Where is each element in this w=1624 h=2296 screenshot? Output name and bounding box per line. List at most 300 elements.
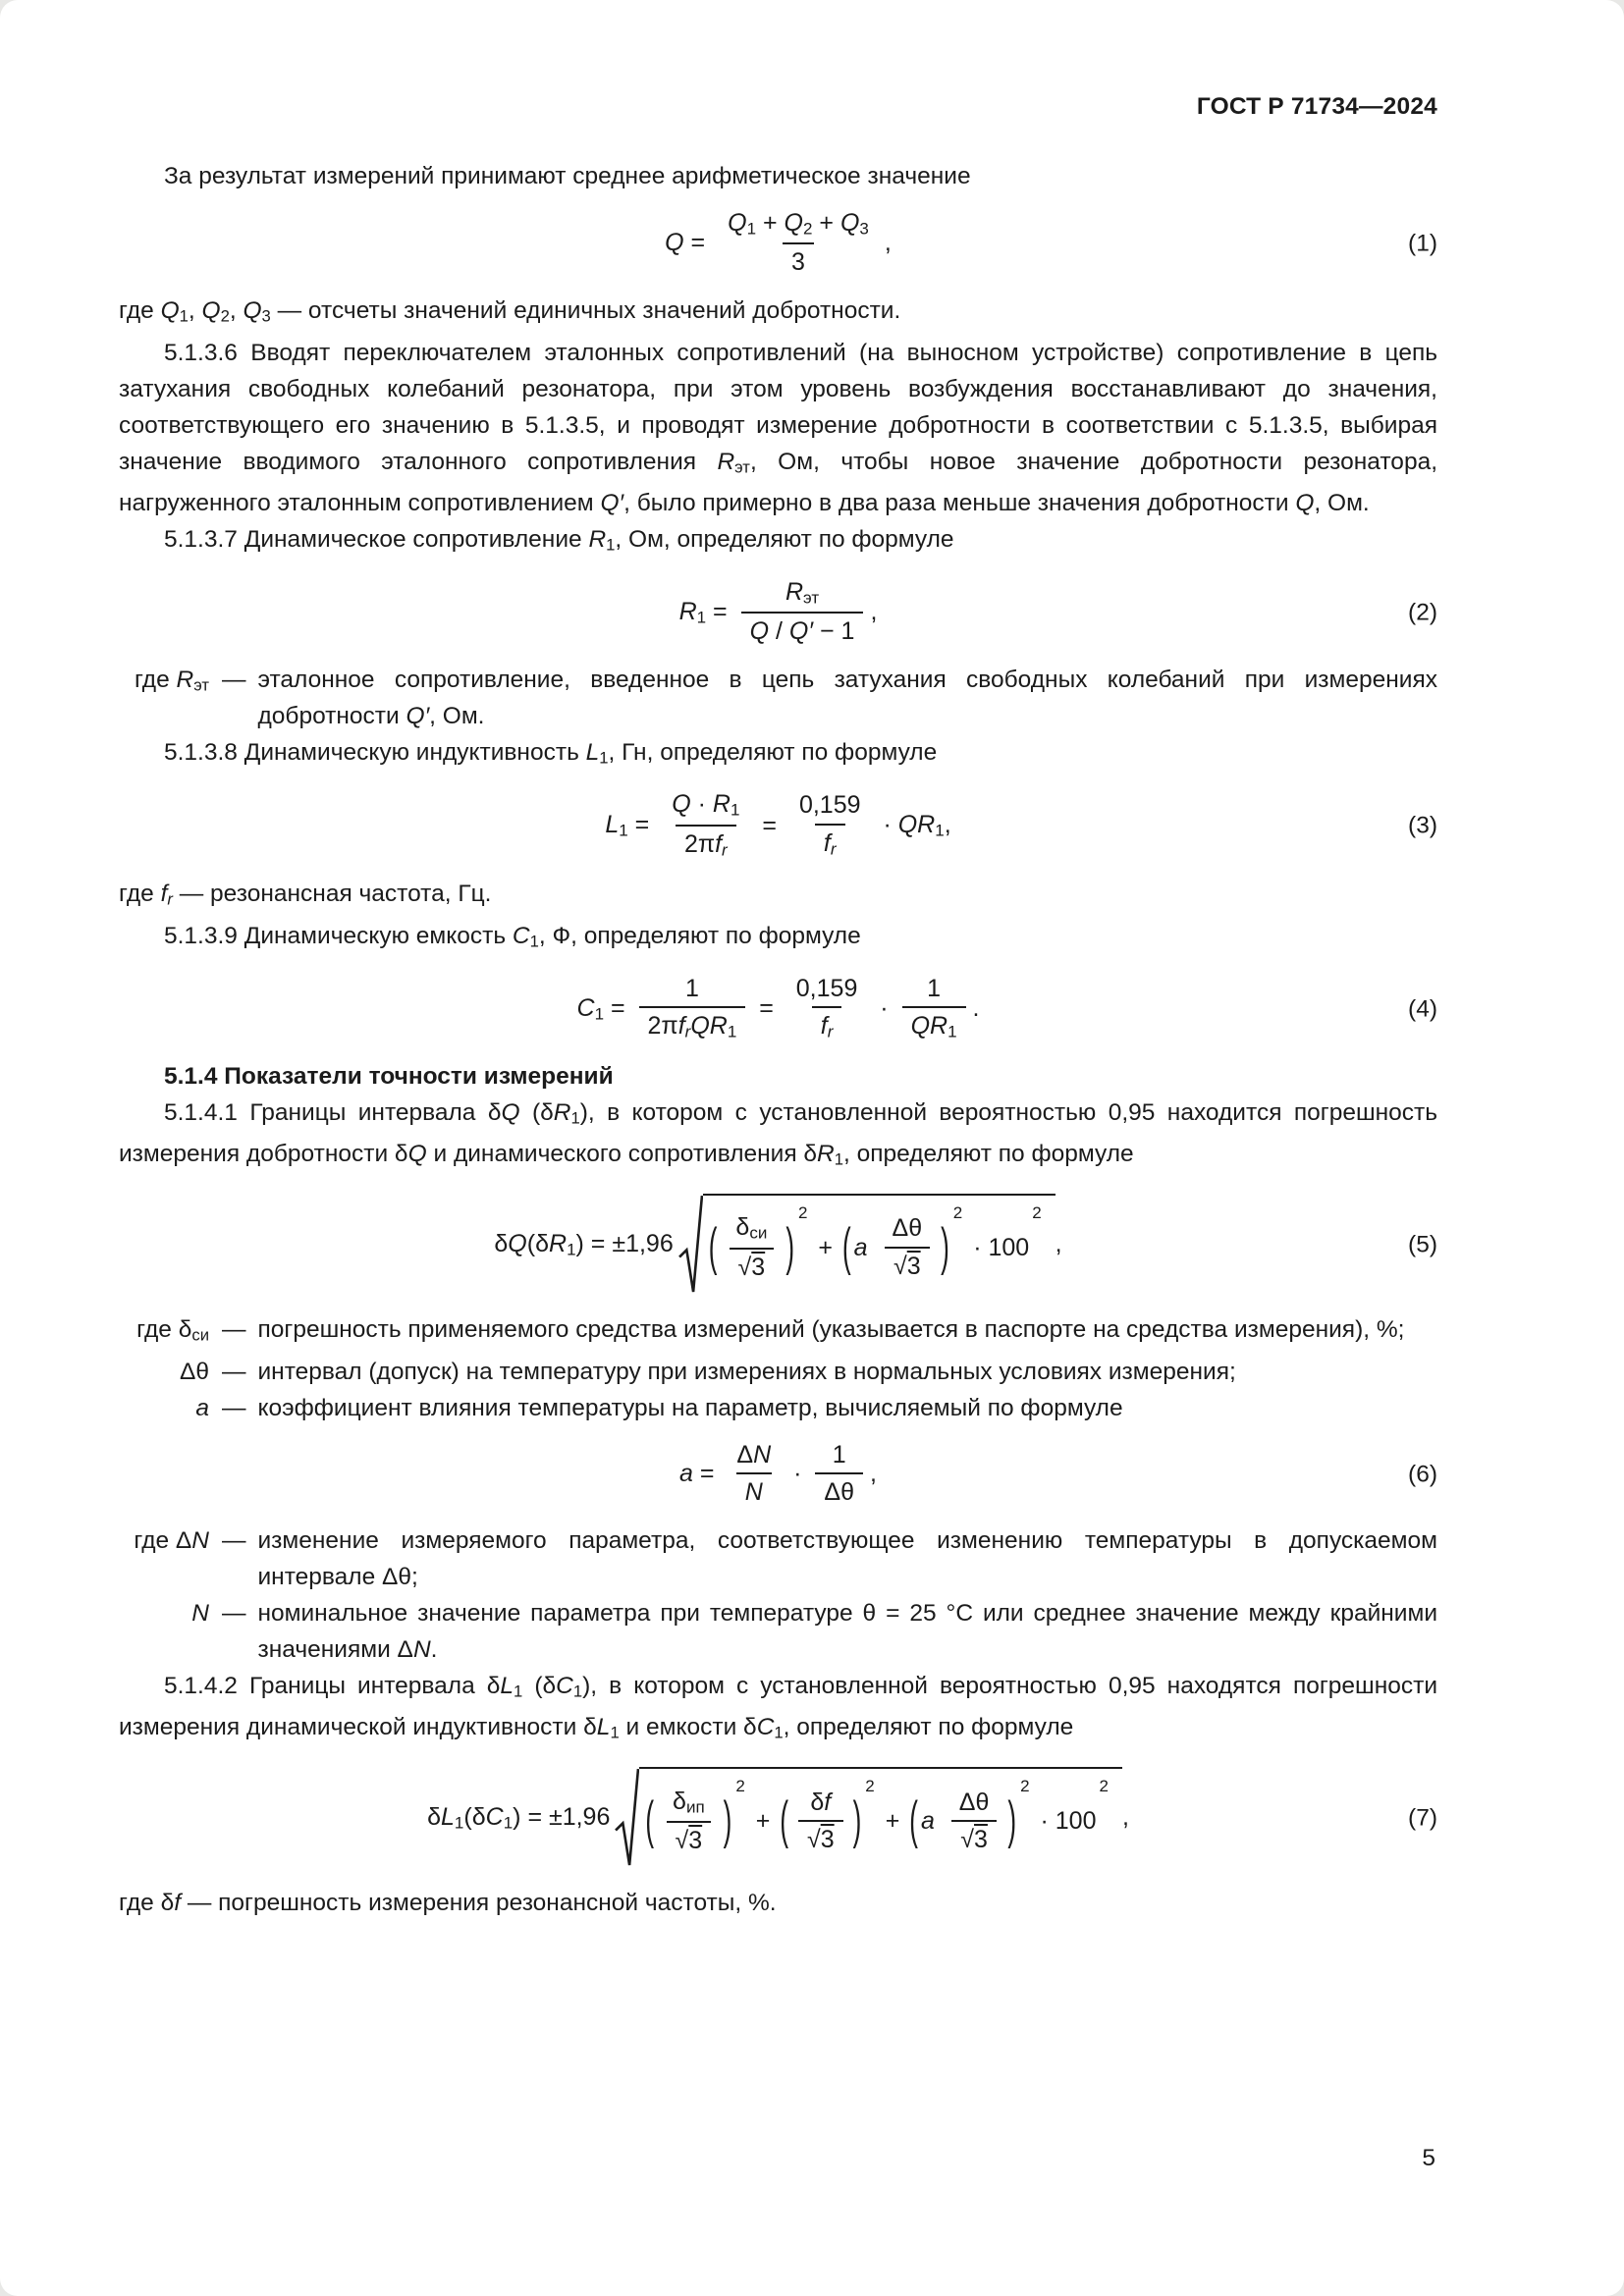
text-run: N	[191, 1526, 209, 1554]
text-run: − 1	[813, 617, 855, 646]
text-run: r	[827, 1022, 834, 1041]
text-run: √	[737, 1253, 752, 1281]
where-term	[119, 1595, 209, 1668]
text-run: эт	[193, 675, 209, 695]
fraction-denominator	[951, 1820, 997, 1854]
right-paren: )	[785, 1216, 794, 1277]
formula-lhs	[679, 1459, 721, 1489]
text-run: (δ	[522, 1672, 557, 1699]
fraction-denominator	[667, 1821, 712, 1855]
left-paren: (	[708, 1216, 718, 1277]
fraction-denominator	[902, 1006, 966, 1041]
text-run: Δθ	[824, 1478, 855, 1507]
text-run: 1	[746, 219, 757, 239]
formula-3-number: (3)	[1408, 812, 1437, 839]
text-run: Q	[160, 296, 180, 324]
text-run: Q	[672, 790, 691, 819]
times-100	[966, 1233, 1029, 1263]
formula-lhs	[665, 228, 712, 258]
coefficient-a	[921, 1806, 942, 1837]
text-run: (δ	[519, 1098, 554, 1126]
text-run: r	[684, 1022, 691, 1041]
fraction	[728, 1442, 780, 1507]
text-run: — резонансная частота, Гц.	[172, 881, 492, 908]
text-run: 1	[727, 1022, 737, 1041]
radical	[615, 1767, 1122, 1869]
text-run: ), в котором с установленной вероятностью 0,95 находится погрешность измерения добротности δ	[119, 1098, 1437, 1168]
text-run: 1	[567, 1240, 576, 1259]
formula-mid	[873, 993, 894, 1024]
text-run: /	[769, 617, 789, 646]
left-paren: (	[909, 1789, 918, 1850]
text-run: и емкости δ	[619, 1714, 757, 1741]
text-run: ), в котором с установленной вероятностью 0,95 находятся погрешности измерения динамической индуктивности δ	[119, 1672, 1438, 1741]
where-item-dtheta	[119, 1354, 1437, 1390]
text-run: N	[753, 1440, 772, 1468]
where-q123	[119, 293, 1437, 335]
fraction-numerator	[790, 792, 870, 824]
text-run: Q	[728, 209, 747, 237]
where-dash: —	[222, 1358, 246, 1385]
text-run: где Δ	[134, 1526, 192, 1554]
text-run: Q	[665, 229, 684, 257]
text-run: +	[811, 1233, 839, 1261]
fraction-numerator	[777, 579, 828, 612]
formula-mid	[786, 1459, 808, 1489]
text-run: R	[817, 1141, 835, 1168]
text-run: 1	[730, 801, 740, 821]
text-run: 1	[684, 974, 699, 1002]
formula-7-expression	[119, 1767, 1437, 1869]
fraction-denominator	[885, 1247, 930, 1281]
formula-6-number: (6)	[1408, 1461, 1437, 1488]
text-run: номинальное значение параметра при температуре θ = 25 °C или среднее значение между крайними значениями Δ	[257, 1599, 1437, 1663]
text-run: ·	[876, 811, 898, 839]
fraction	[727, 1214, 776, 1281]
text-run: Q	[407, 1141, 427, 1168]
text-run: R	[553, 1098, 571, 1126]
document-content	[119, 158, 1437, 1921]
text-run: 1	[834, 1149, 844, 1169]
formula-tail	[870, 1459, 877, 1489]
text-run: δ	[810, 1788, 825, 1816]
exponent: 2	[735, 1776, 745, 1795]
formula-2	[119, 579, 1437, 646]
text-run: =	[683, 229, 713, 257]
text-run: 3	[820, 1826, 835, 1854]
formula-1	[119, 210, 1437, 277]
text-run: 1	[619, 822, 628, 841]
formula-mid	[755, 811, 784, 841]
text-run: 1	[696, 608, 707, 627]
formula-6	[119, 1442, 1437, 1507]
paragraph-5-1-4-1	[119, 1095, 1437, 1178]
page-number: 5	[1422, 2145, 1435, 2171]
text-run: 0,159	[798, 791, 861, 820]
fraction-denominator	[741, 612, 864, 646]
fraction	[787, 976, 867, 1042]
text-run: √	[960, 1826, 975, 1854]
radical	[678, 1194, 1056, 1296]
text-run: 1	[454, 1813, 464, 1833]
text-run: R	[588, 526, 607, 554]
text-run: ,	[1055, 1230, 1062, 1258]
fraction-denominator	[730, 1248, 775, 1282]
text-run: 1	[570, 1108, 580, 1128]
text-run: ) = ±1,96	[575, 1229, 674, 1257]
formula-tail	[877, 810, 951, 841]
text-run: где	[119, 296, 161, 324]
text-run: 5.1.4.1 Границы интервала δ	[164, 1098, 502, 1126]
text-run: 3	[688, 1827, 703, 1855]
where-item-a	[119, 1390, 1437, 1426]
text-run: C	[576, 993, 595, 1022]
radical-sign-icon	[615, 1767, 639, 1869]
text-run: L	[605, 811, 620, 839]
text-run: +	[756, 209, 785, 237]
fraction-numerator	[801, 1789, 839, 1821]
times-100	[1034, 1806, 1097, 1837]
text-run: 1	[832, 1440, 846, 1468]
exponent: 2	[1032, 1202, 1042, 1222]
text-run: R	[717, 448, 735, 475]
text-run: =	[706, 597, 734, 625]
text-run: f	[823, 828, 831, 857]
text-run: C	[756, 1714, 775, 1741]
text-run: ,	[870, 598, 878, 626]
formula-1-expression	[119, 210, 1437, 277]
text-run: си	[191, 1325, 209, 1345]
fraction-numerator	[918, 976, 949, 1007]
left-paren: (	[841, 1216, 851, 1277]
text-run: ип	[685, 1797, 705, 1817]
text-run: N	[191, 1599, 209, 1627]
text-run: 3	[261, 306, 271, 326]
fraction-numerator	[728, 1442, 780, 1473]
text-run: Q	[243, 296, 262, 324]
text-run: (δ	[463, 1803, 486, 1832]
text-run: QR	[910, 1012, 948, 1041]
text-run: a	[679, 1460, 693, 1488]
doc-code: ГОСТ Р 71734—2024	[1196, 93, 1437, 120]
text-run: (δ	[526, 1229, 549, 1257]
formula-3	[119, 791, 1437, 860]
paragraph-5-1-4-2	[119, 1668, 1437, 1751]
formula-tail	[870, 597, 877, 627]
text-run: 0,159	[795, 974, 858, 1002]
text-run: Q	[508, 1229, 527, 1257]
text-run: L	[441, 1803, 455, 1832]
radicand	[639, 1767, 1122, 1869]
text-run: 1	[606, 535, 616, 555]
exponent: 2	[1099, 1776, 1109, 1795]
formula-5-expression	[119, 1194, 1437, 1296]
text-run: Δθ	[892, 1214, 923, 1243]
text-run: Q	[749, 617, 770, 646]
text-run: ,	[188, 296, 202, 324]
text-run: +	[812, 209, 840, 237]
fraction-denominator	[812, 1006, 842, 1041]
where-term	[119, 662, 209, 734]
left-paren: (	[645, 1789, 655, 1850]
text-run: Q	[201, 296, 221, 324]
text-run: ) = ±1,96	[513, 1803, 611, 1832]
text-run: =	[752, 993, 781, 1022]
text-run: =	[692, 1460, 722, 1488]
fraction-numerator	[787, 976, 867, 1007]
fraction	[741, 579, 864, 646]
exponent: 2	[865, 1776, 875, 1795]
text-run: 3	[791, 248, 805, 277]
where-description	[258, 1522, 1438, 1595]
text-run: — погрешность измерения резонансной частоты, %.	[181, 1890, 777, 1917]
where-dash: —	[222, 1394, 246, 1421]
coefficient-a	[854, 1233, 875, 1263]
text-run: 3	[859, 219, 869, 239]
text-run: 3	[906, 1252, 921, 1280]
fraction	[790, 792, 870, 859]
where-description	[258, 1354, 1438, 1390]
text-run: эт	[734, 457, 750, 477]
text-run: где	[119, 881, 161, 908]
text-run: Q	[839, 209, 860, 237]
radical-sign-icon	[678, 1194, 703, 1296]
text-run: 1	[610, 1723, 620, 1742]
paragraph-5-1-3-9	[119, 918, 1437, 960]
fraction-denominator	[676, 825, 736, 860]
text-run: Q	[501, 1098, 520, 1126]
formula-6-expression	[119, 1442, 1437, 1507]
text-run: L	[596, 1714, 611, 1741]
text-run: , Ом, чтобы новое значение добротности резонатора, нагруженного эталонным сопротивлением	[119, 448, 1437, 517]
text-run: =	[627, 811, 657, 839]
formula-5-number: (5)	[1408, 1231, 1437, 1258]
text-run: a	[853, 1233, 868, 1261]
text-run: ·	[786, 1460, 809, 1488]
text-run	[935, 1807, 942, 1835]
text-run: 1	[594, 1004, 605, 1024]
text-run: 1	[774, 1723, 784, 1742]
paragraph-5-1-3-6	[119, 335, 1437, 522]
text-run: 1	[179, 306, 189, 326]
text-run: Q′	[406, 702, 430, 729]
fraction	[663, 791, 748, 860]
text-run: 5.1.3.6 Вводят переключателем эталонных сопротивлений (на выносном устройстве) сопротивление в цепь затухания свободных колебаний резонатора, при этом уровень возбуждения восстанавливают до значения, соответствующего его значению в 5.1.3.5, и проводят измерение добротности в соответствии с 5.1.3.5, выбирая значение вводимого эталонного сопротивления	[119, 339, 1437, 475]
text-run: L	[500, 1672, 514, 1699]
formula-2-number: (2)	[1408, 599, 1437, 626]
text-run: где	[134, 666, 177, 693]
fraction-numerator	[950, 1789, 999, 1821]
fraction	[639, 976, 746, 1042]
fraction-numerator	[663, 791, 748, 824]
fraction-numerator	[677, 976, 708, 1007]
text-run: , определяют по формуле	[783, 1714, 1074, 1741]
where-list-2	[119, 1522, 1437, 1668]
exponent: 2	[798, 1202, 808, 1222]
formula-lhs	[494, 1229, 673, 1260]
where-ret	[119, 662, 1437, 734]
text-run: QR	[897, 811, 936, 839]
fraction-denominator	[815, 824, 845, 859]
formula-lhs	[679, 597, 734, 628]
text-run: .	[972, 993, 980, 1022]
formula-tail	[1056, 1229, 1062, 1259]
text-run: 2	[802, 219, 813, 239]
text-run: интервал (допуск) на температуру при измерениях в нормальных условиях измерения;	[257, 1358, 1236, 1385]
formula-lhs	[605, 810, 656, 841]
paragraph-intro	[119, 158, 1437, 194]
text-run: и динамического сопротивления δ	[426, 1141, 818, 1168]
fraction	[664, 1789, 714, 1855]
text-run: 2π	[647, 1012, 678, 1041]
text-run: ·	[690, 790, 713, 819]
formula-5	[119, 1194, 1437, 1296]
fraction-denominator	[639, 1006, 746, 1041]
exponent: 2	[952, 1202, 963, 1222]
formula-7	[119, 1767, 1437, 1869]
right-paren: )	[852, 1789, 862, 1850]
where-list-1	[119, 1311, 1437, 1426]
text-run: коэффициент влияния температуры на параметр, вычисляемый по формуле	[257, 1394, 1123, 1421]
text-run: +	[878, 1806, 907, 1835]
text-run: , Ом.	[429, 702, 485, 729]
where-item-dn	[119, 1522, 1437, 1595]
text-run: a	[920, 1806, 935, 1835]
where-term	[119, 1522, 209, 1595]
formula-4	[119, 976, 1437, 1042]
text-run: ·	[873, 993, 895, 1022]
text-run: 5.1.3.7 Динамическое сопротивление	[164, 526, 589, 554]
text-run: , Ом.	[1314, 490, 1370, 517]
text-run: Q′	[600, 490, 624, 517]
text-run: Q	[784, 209, 803, 237]
text-run: δ	[673, 1787, 686, 1815]
text-run: · 100	[1033, 1806, 1097, 1835]
text-run: , Гн, определяют по формуле	[608, 738, 938, 766]
text-run: δ	[494, 1229, 509, 1257]
text-run: 5.1.4 Показатели точности измерений	[164, 1062, 614, 1090]
text-run: 1	[599, 748, 609, 768]
text-run: Δθ	[958, 1788, 990, 1816]
text-run: , Ф, определяют по формуле	[538, 922, 861, 949]
where-fr	[119, 876, 1437, 918]
formula-lhs	[427, 1802, 610, 1834]
where-dash: —	[222, 1599, 246, 1627]
text-run: 1	[947, 1022, 957, 1041]
fraction	[884, 1215, 932, 1280]
text-run: погрешность применяемого средства измерений (указывается в паспорте на средства измерения), %;	[257, 1316, 1405, 1344]
text-run: N	[744, 1478, 763, 1507]
text-run: ,	[870, 1460, 877, 1488]
text-run: · 100	[966, 1233, 1030, 1261]
right-paren: )	[941, 1216, 949, 1277]
formula-1-number: (1)	[1408, 230, 1437, 257]
text-run: =	[604, 993, 632, 1022]
fraction-numerator	[884, 1215, 932, 1247]
text-run: За результат измерений принимают среднее арифметическое значение	[164, 163, 971, 189]
text-run: L	[585, 738, 600, 766]
fraction-denominator	[736, 1472, 772, 1507]
text-run: R	[712, 790, 731, 819]
text-run: эталонное сопротивление, введенное в цепь затухания свободных колебаний при измерениях добротности	[257, 666, 1437, 729]
text-run: C	[512, 922, 530, 949]
where-item-n	[119, 1595, 1437, 1668]
text-run: где δ	[119, 1890, 175, 1917]
text-run: , Ом, определяют по формуле	[615, 526, 954, 554]
where-item-dsi	[119, 1311, 1437, 1354]
text-run: 1	[572, 1682, 583, 1701]
exponent: 2	[1020, 1776, 1030, 1795]
text-run: R	[785, 577, 804, 606]
fraction-numerator	[719, 210, 878, 242]
text-run: Δ	[736, 1440, 754, 1468]
fraction-numerator	[664, 1789, 714, 1821]
where-df	[119, 1885, 1437, 1921]
where-dash: —	[222, 1316, 246, 1344]
where-description	[258, 1311, 1438, 1354]
text-run: Q	[1295, 490, 1315, 517]
text-run: — отсчеты значений единичных значений добротности.	[270, 296, 901, 324]
fraction	[798, 1789, 843, 1854]
text-run: 1	[927, 974, 941, 1002]
right-paren: )	[723, 1789, 732, 1850]
right-paren: )	[1007, 1789, 1017, 1850]
text-run: 1	[935, 822, 945, 841]
text-run: f	[824, 1788, 832, 1816]
where-description	[258, 662, 1438, 734]
text-run: 1	[529, 932, 539, 951]
text-run: a	[195, 1394, 209, 1421]
text-run: C	[556, 1672, 573, 1699]
where-term	[119, 1311, 209, 1354]
text-run: N	[412, 1635, 431, 1663]
where-dash: —	[222, 1526, 246, 1554]
text-run: f	[820, 1012, 828, 1041]
text-run: δ	[427, 1803, 442, 1832]
text-run: √	[893, 1252, 907, 1280]
where-term	[119, 1354, 209, 1390]
text-run: r	[167, 889, 173, 909]
where-dash: —	[222, 666, 246, 693]
text-run: √	[675, 1827, 689, 1855]
text-run: ,	[944, 811, 951, 839]
text-run: эт	[803, 588, 820, 608]
formula-4-expression	[119, 976, 1437, 1042]
text-run: r	[830, 839, 837, 859]
text-run: ,	[229, 296, 244, 324]
where-description	[258, 1390, 1438, 1426]
text-run	[868, 1234, 875, 1261]
paragraph-5-1-3-8	[119, 734, 1437, 776]
fraction	[719, 210, 878, 277]
text-run: 1	[503, 1813, 514, 1833]
text-run: ,	[884, 229, 892, 257]
fraction-denominator	[798, 1820, 843, 1854]
formula-mid	[752, 993, 781, 1024]
text-run: δ	[735, 1213, 750, 1242]
text-run: си	[749, 1224, 768, 1244]
text-run: где δ	[136, 1316, 192, 1344]
formula-lhs	[577, 993, 632, 1025]
text-run: r	[722, 840, 728, 860]
plus-sign	[749, 1806, 778, 1837]
fraction-numerator	[824, 1442, 855, 1473]
text-run: изменение измеряемого параметра, соответствующее изменению температуры в допускаемом интервале Δθ;	[257, 1526, 1437, 1590]
text-run: ,	[1121, 1803, 1129, 1832]
text-run: f	[715, 829, 723, 858]
text-run: Q′	[788, 617, 814, 646]
plus-sign	[879, 1806, 907, 1837]
